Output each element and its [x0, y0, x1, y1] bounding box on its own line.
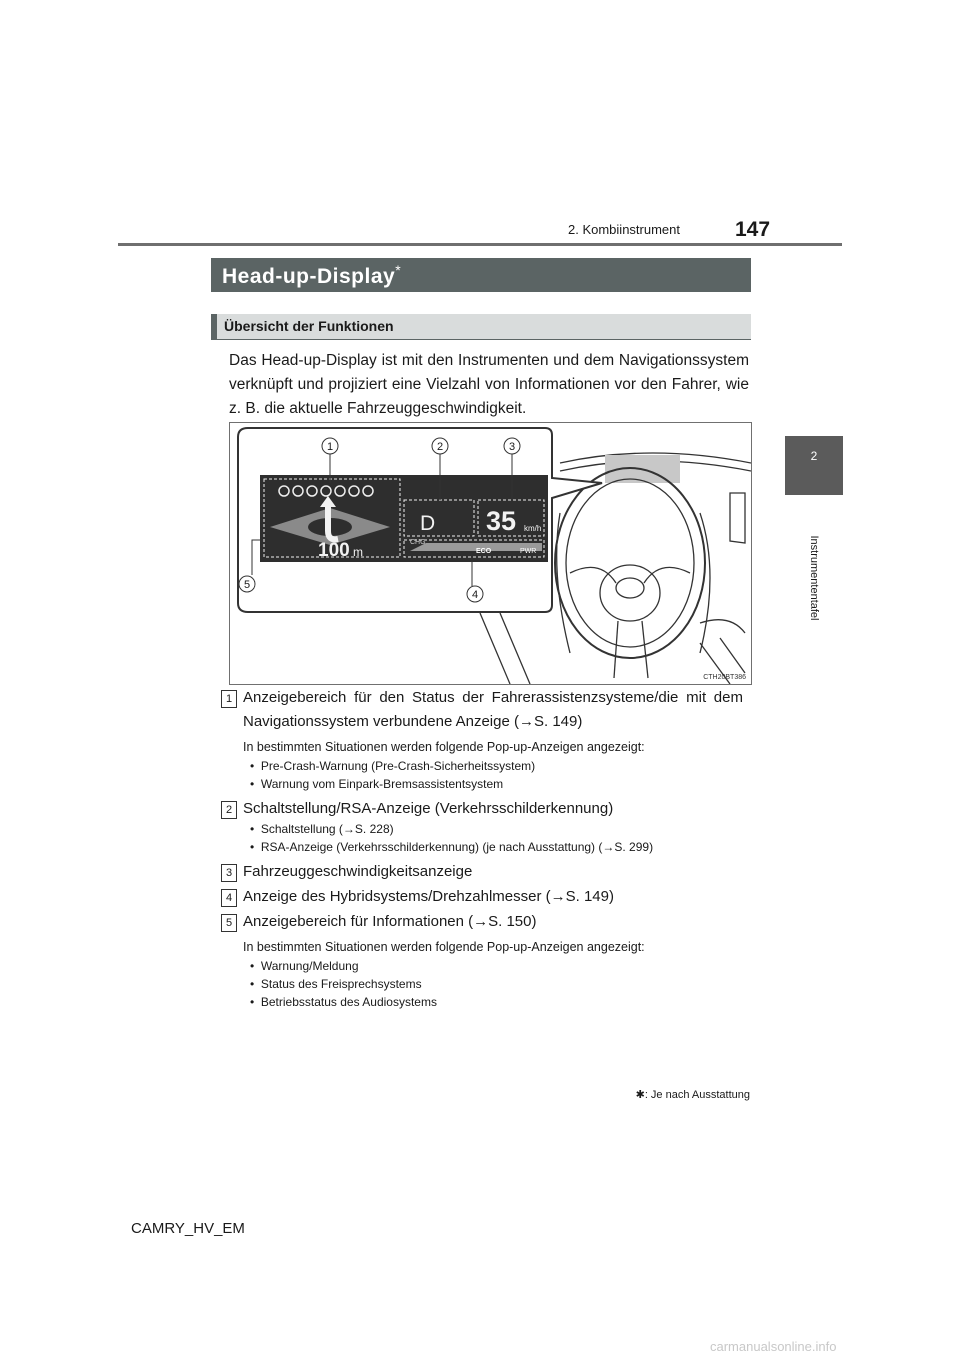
item-2-bullet-2: • RSA-Anzeige (Verkehrsschilderkennung) (je nach Ausstattung) (→S. 299) [250, 840, 654, 854]
chapter-title: 2. Kombiinstrument [568, 222, 680, 237]
item-number-3: 3 [221, 864, 237, 882]
item-1-note: In bestimmten Situationen werden folgende Pop-up-Anzeigen angezeigt: [243, 740, 645, 754]
intro-paragraph: Das Head-up-Display ist mit den Instrumenten und dem Navigationssystem verknüpft und projiziert eine Vielzahl von Informationen vor den Fahrer, wie z. B. die aktuelle Fahrzeuggeschwindigkeit. [229, 352, 749, 417]
nav-distance-unit: m [353, 545, 363, 559]
footnote: ✱: Je nach Ausstattung [635, 1089, 750, 1101]
item-2-bullet-1: • Schaltstellung (→S. 228) [250, 822, 394, 836]
item-number-2: 2 [221, 801, 237, 819]
callout-2: 2 [436, 441, 444, 453]
nav-distance: 100 [318, 540, 350, 561]
optional-equipment-star-icon: ✱ [635, 1089, 645, 1101]
callout-4: 4 [471, 589, 479, 601]
callout-5: 5 [243, 579, 251, 591]
item-2-text: Schaltstellung/RSA-Anzeige (Verkehrsschilderkennung) [243, 800, 614, 817]
chapter-tab[interactable] [785, 436, 843, 495]
optional-equipment-marker: * [395, 262, 402, 278]
chapter-tab-label: Instrumententafel [808, 535, 820, 621]
hud-illustration [229, 422, 752, 685]
item-5-bullet-1: • Warnung/Meldung [250, 959, 359, 973]
item-5-note: In bestimmten Situationen werden folgende Pop-up-Anzeigen angezeigt: [243, 940, 645, 954]
callout-1: 1 [326, 441, 334, 453]
subsection-title: Übersicht der Funktionen [224, 318, 394, 334]
item-3-text: Fahrzeuggeschwindigkeitsanzeige [243, 863, 473, 880]
gear-indicator: D [420, 512, 436, 535]
watermark: carmanualsonline.info [710, 1339, 837, 1354]
item-4-text: Anzeige des Hybridsystems/Drehzahlmesser (→S. 149) [243, 888, 614, 905]
speed-value: 35 [486, 506, 517, 536]
item-1-text: Anzeigebereich für den Status der Fahrerassistenzsysteme/die mit dem Navigationssystem verbundene Anzeige (→S. 149) [243, 689, 743, 730]
subsection-rule [211, 339, 751, 340]
item-5-bullet-2: • Status des Freisprechsystems [250, 977, 422, 991]
item-1-bullet-2: • Warnung vom Einpark-Bremsassistentsystem [250, 777, 504, 791]
item-number-1: 1 [221, 690, 237, 708]
header-rule [118, 243, 842, 246]
item-5-bullet-3: • Betriebsstatus des Audiosystems [250, 995, 437, 1009]
page-number: 147 [735, 218, 771, 241]
section-title: Head-up-Display* [222, 262, 402, 288]
figure-code: CTH20BT386 [703, 674, 746, 681]
item-number-5: 5 [221, 914, 237, 932]
footer-model-code: CAMRY_HV_EM [131, 1220, 245, 1237]
eco-label: ECO [476, 548, 492, 555]
chapter-tab-number: 2 [810, 449, 818, 463]
speed-unit: km/h [524, 524, 542, 533]
item-5-text: Anzeigebereich für Informationen (→S. 150) [243, 913, 537, 930]
callout-3: 3 [508, 441, 516, 453]
hud-illustration-drawing [230, 423, 751, 684]
item-number-4: 4 [221, 889, 237, 907]
chg-label: CHG [410, 539, 426, 546]
pwr-label: PWR [520, 548, 537, 555]
subsection-accent [211, 314, 217, 339]
item-1-bullet-1: • Pre-Crash-Warnung (Pre-Crash-Sicherheitssystem) [250, 759, 536, 773]
